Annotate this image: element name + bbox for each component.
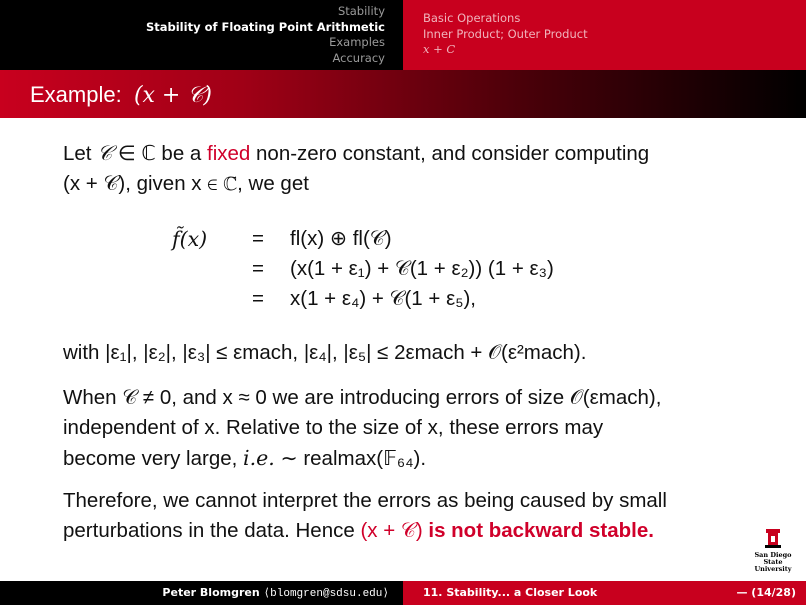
nav-section-floating-point[interactable]: Stability of Floating Point Arithmetic bbox=[145, 19, 385, 34]
footer-email: ⟨blomgren@sdsu.edu⟩ bbox=[263, 588, 389, 600]
slide-title: Example: (x + 𝒞) bbox=[30, 82, 212, 108]
nav-subsection-basic-operations[interactable]: Basic Operations bbox=[423, 11, 521, 25]
x-plus-c-highlight: (x + 𝒞) bbox=[360, 519, 423, 542]
header-bar bbox=[0, 0, 806, 70]
footer-author-box bbox=[0, 581, 403, 605]
fixed-emphasis: fixed bbox=[207, 142, 251, 165]
not-backward-stable-emphasis: is not backward stable. bbox=[422, 519, 654, 542]
university-logo: San Diego State University bbox=[744, 528, 802, 568]
footer-section-box bbox=[403, 581, 806, 605]
nav-subsection-x-plus-c[interactable]: x + C bbox=[423, 42, 456, 56]
nav-section-accuracy[interactable]: Accuracy bbox=[332, 50, 385, 65]
nav-section-stability[interactable]: Stability bbox=[337, 4, 385, 18]
subsection-nav bbox=[403, 0, 806, 70]
intro-paragraph: Let 𝒞 ∈ ℂ be a fixed non-zero constant, and consider computing (x + 𝒞), given x ∈ ℂ, we get bbox=[63, 141, 650, 195]
footer-bar bbox=[0, 581, 806, 605]
section-nav bbox=[0, 0, 403, 70]
footer-page-number: — (14/28) bbox=[736, 586, 796, 599]
error-bounds-line: with |ε₁|, |ε₂|, |ε₃| ≤ εmach, |ε₄|, |ε₅| ≤ 2εmach + 𝒪(ε²mach). bbox=[63, 341, 587, 364]
nav-section-examples[interactable]: Examples bbox=[329, 35, 385, 49]
conclusion-paragraph: Therefore, we cannot interpret the errors as being caused by small perturbations in the data. Hence (x + 𝒞) is not backward stable. bbox=[63, 489, 667, 542]
error-size-paragraph: When 𝒞 ≠ 0, and x ≈ 0 we are introducing errors of size 𝒪(εmach), independent of x. Relative to the size of x, these errors may become very large, i.e. ∼ realmax(𝔽₆₄). bbox=[63, 386, 662, 470]
footer-section-title: 11. Stability... a Closer Look bbox=[423, 586, 598, 599]
footer-author: Peter Blomgren bbox=[162, 586, 260, 599]
sdsu-emblem-icon bbox=[763, 528, 783, 548]
nav-subsection-inner-outer-product[interactable]: Inner Product; Outer Product bbox=[423, 26, 588, 41]
slide-title-bar bbox=[0, 70, 806, 118]
